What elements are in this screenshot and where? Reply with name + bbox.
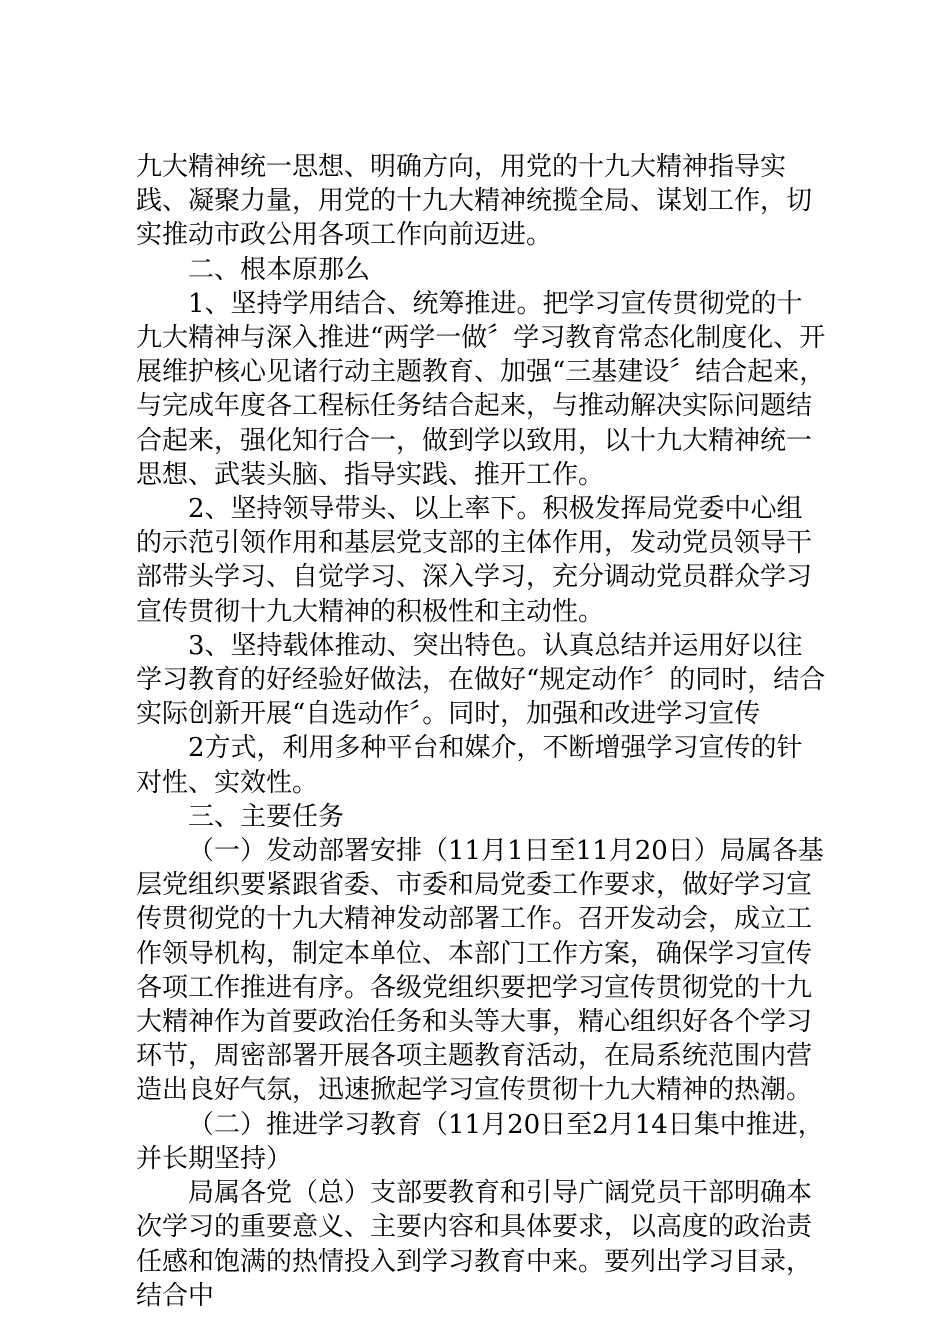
section-heading-tasks: 三、主要任务 <box>188 801 345 832</box>
paragraph-task-1: （一）发动部署安排（11月1日至11月20日）局属各基层党组织要紧跟省委、市委和局党委工作要求，做好学习宣传贯彻党的十九大精神发动部署工作。召开发动会，成立工作领导机构，制定本单位、本部门工作方案，确保学习宣传各项工作推进有序。各级党组织要把学习宣传贯彻党的十九大精神作为首要政治任务和头等大事，精心组织好各个学习环节，周密部署开展各项主题教育活动，在局系统范围内营造出良好气氛，迅速掀起学习宣传贯彻十九大精神的热潮。 <box>136 836 824 1106</box>
document-body <box>136 150 826 1313</box>
paragraph-principle-2: 2、坚持领导带头、以上率下。积极发挥局党委中心组的示范引领作用和基层党支部的主体作用，发动党员领导干部带头学习、自觉学习、深入学习，充分调动党员群众学习宣传贯彻十九大精神的积极性和主动性。 <box>136 494 813 627</box>
paragraph-page-break-continuation: 2方式，利用多种平台和媒介，不断增强学习宣传的针对性、实效性。 <box>136 733 803 798</box>
paragraph-task-2-heading: （二）推进学习教育（11月20日至2月14日集中推进，并长期坚持） <box>136 1109 824 1174</box>
paragraph-principle-1: 1、坚持学用结合、统筹推进。把学习宣传贯彻党的十九大精神与深入推进“两学一做〞学习教育常态化制度化、开展维护核心见诸行动主题教育、加强“三基建设〞结合起来，与完成年度各工程标任务结合起来，与推动解决实际问题结合起来，强化知行合一，做到学以致用，以十九大精神统一思想、武装头脑、指导实践、推开工作。 <box>136 288 826 490</box>
paragraph-principle-3: 3、坚持载体推动、突出特色。认真总结并运用好以往学习教育的好经验好做法，在做好“规定动作〞的同时，结合实际创新开展“自选动作〞。同时，加强和改进学习宣传 <box>136 630 826 730</box>
section-heading-principles: 二、根本原那么 <box>188 254 371 285</box>
paragraph-task-2-body: 局属各党（总）支部要教育和引导广阔党员干部明确本次学习的重要意义、主要内容和具体要求，以高度的政治责任感和饱满的热情投入到学习教育中来。要列出学习目录，结合中 <box>136 1178 813 1311</box>
paragraph-1: 九大精神统一思想、明确方向，用党的十九大精神指导实践、凝聚力量，用党的十九大精神统揽全局、谋划工作，切实推动市政公用各项工作向前迈进。 <box>136 152 813 251</box>
